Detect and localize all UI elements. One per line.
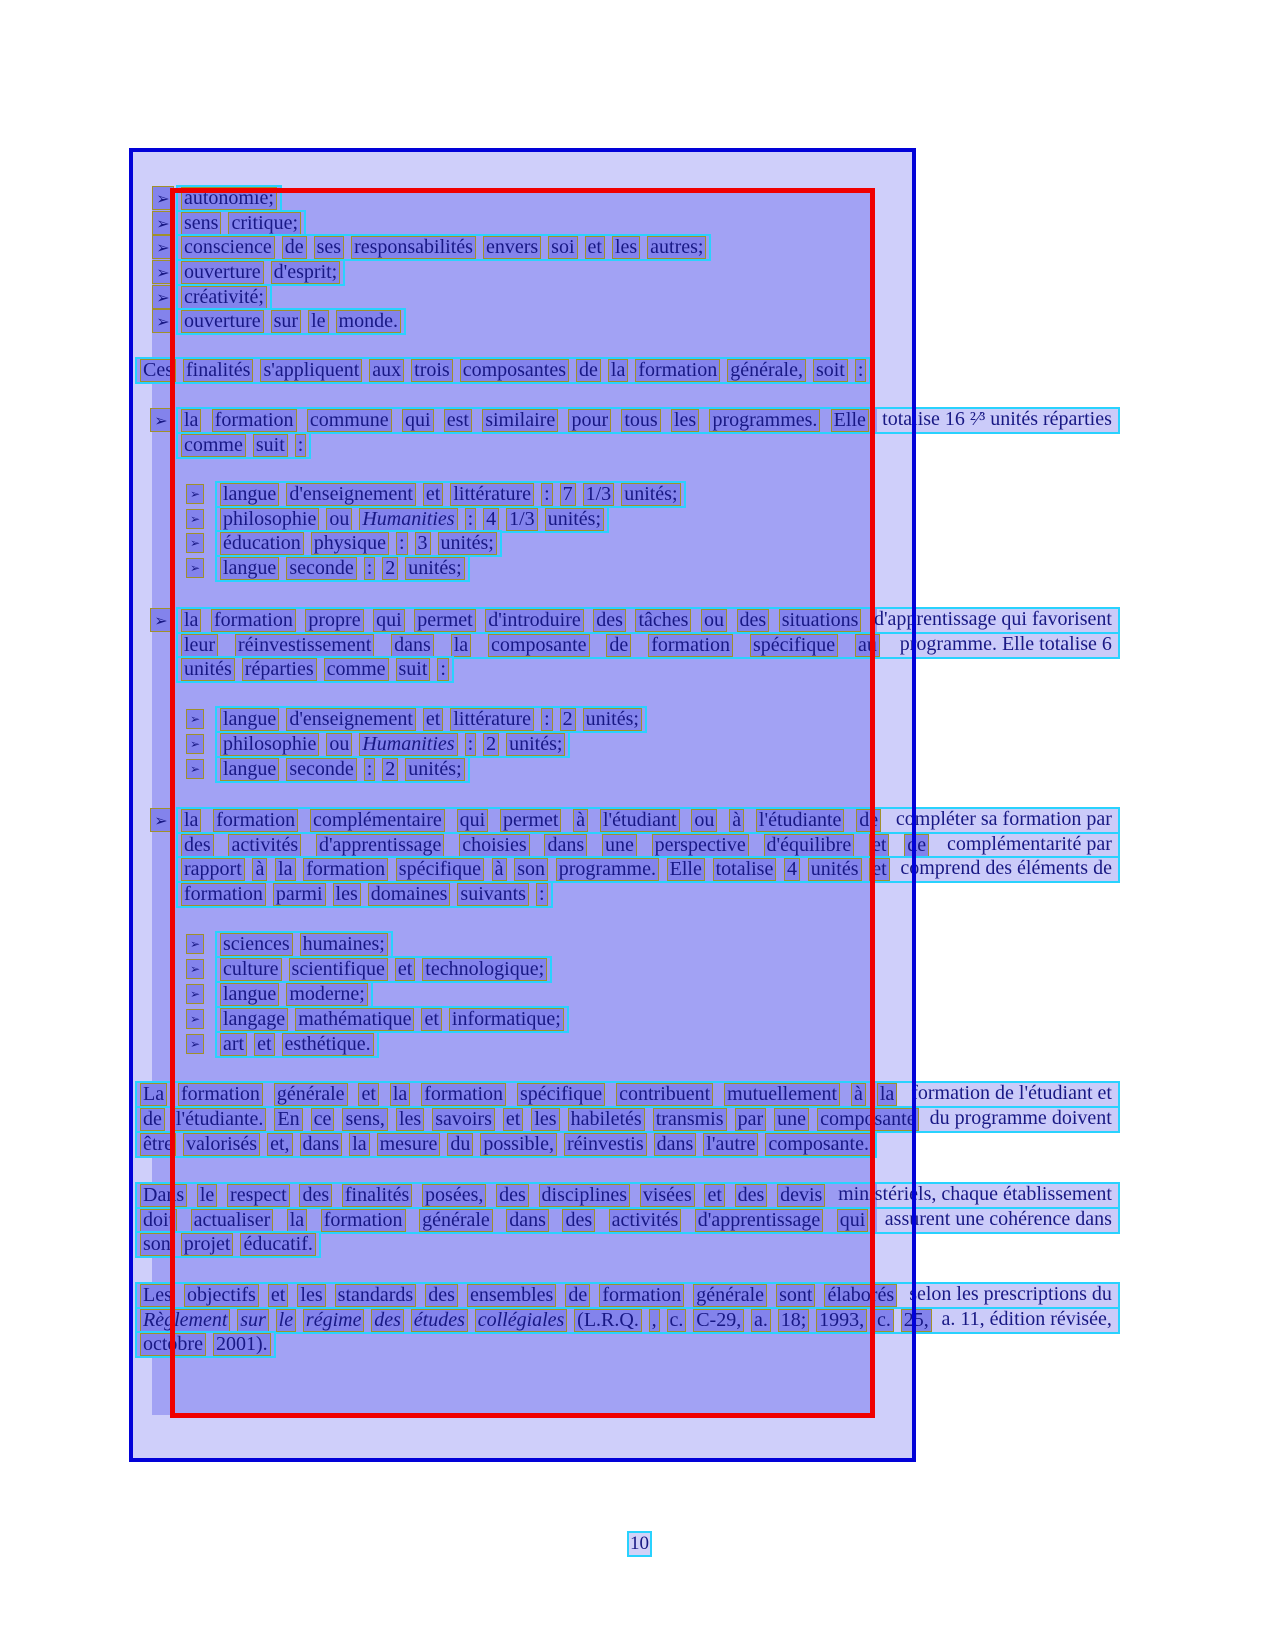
word-box: de <box>576 359 601 382</box>
word-box: et <box>268 1284 288 1307</box>
word-box: spécifique <box>517 1083 605 1106</box>
word-box: le <box>197 1184 217 1207</box>
word-box: du <box>447 1133 473 1156</box>
word-box: domaines <box>368 883 451 906</box>
word-box: langue <box>220 483 279 506</box>
word-box: unités; <box>545 508 604 531</box>
word-box: possible, <box>480 1133 557 1156</box>
arrow-bullet-icon: ➢ <box>152 309 174 333</box>
arrow-bullet-icon: ➢ <box>152 211 174 235</box>
word-box: dans <box>300 1133 343 1156</box>
word-box: ou <box>701 609 727 632</box>
arrow-bullet-icon: ➢ <box>186 984 204 1004</box>
word-box: 2001). <box>213 1333 271 1356</box>
word-box: sciences <box>220 933 293 956</box>
arrow-bullet-icon: ➢ <box>152 285 174 309</box>
word-box: de <box>140 1108 165 1131</box>
word-box: à <box>729 809 744 832</box>
word-box: générale, <box>727 359 806 382</box>
word-box: suit <box>396 658 431 681</box>
word-box: la <box>275 858 295 881</box>
word-box: des <box>737 609 770 632</box>
word-box: et <box>423 708 443 731</box>
word-box: standards <box>335 1284 417 1307</box>
word-box: unités; <box>405 758 464 781</box>
word-box: le <box>308 310 328 333</box>
word-box: envers <box>483 236 541 259</box>
word-box: et <box>585 236 605 259</box>
word-box: unités; <box>506 733 565 756</box>
word-box: La <box>140 1083 167 1106</box>
word-box: ses <box>314 236 344 259</box>
word-box: sont <box>776 1284 815 1307</box>
word-box: 1/3 <box>583 483 615 506</box>
word-box: Dans <box>140 1184 187 1207</box>
word-box: s'appliquent <box>260 359 362 382</box>
word-box: composante <box>488 634 590 657</box>
word-box: Elle <box>831 409 869 432</box>
word-box: 2 <box>483 733 499 756</box>
word-box: trois <box>411 359 453 382</box>
word-box: le <box>276 1309 296 1332</box>
word-box: d'équilibre <box>764 834 855 857</box>
word-box: , <box>649 1309 660 1332</box>
word-box: tous <box>621 409 660 432</box>
word-box: et <box>254 1033 274 1056</box>
word-box: langue <box>220 983 279 1006</box>
word-box: dans <box>654 1133 697 1156</box>
word-box: la <box>287 1209 307 1232</box>
word-box: comme <box>324 658 389 681</box>
word-box: conscience <box>181 236 275 259</box>
word-box: Règlement <box>140 1309 230 1332</box>
word-box: suit <box>253 434 288 457</box>
word-box: régime <box>303 1309 365 1332</box>
word-box: responsabilités <box>351 236 476 259</box>
word-box: générale <box>693 1284 767 1307</box>
word-box: et <box>704 1184 724 1207</box>
word-box: unités <box>181 658 235 681</box>
word-box: qui <box>402 409 434 432</box>
word-box: seconde <box>286 557 356 580</box>
word-box: autonomie; <box>181 187 277 210</box>
word-box: soit <box>813 359 848 382</box>
overflow-text-segment: a. 11, édition révisée, <box>941 1308 1112 1330</box>
word-box: disciplines <box>539 1184 631 1207</box>
arrow-bullet-icon: ➢ <box>186 709 204 729</box>
word-box: perspective <box>652 834 749 857</box>
word-box: Humanities <box>359 508 457 531</box>
word-box: la <box>390 1083 410 1106</box>
word-box: et <box>869 858 889 881</box>
word-box: formation <box>213 809 298 832</box>
word-box: dans <box>506 1209 549 1232</box>
word-box: mesure <box>377 1133 441 1156</box>
word-box: formation <box>178 1083 263 1106</box>
word-box: respect <box>227 1184 290 1207</box>
word-box: leur <box>181 634 218 657</box>
word-box: dans <box>544 834 587 857</box>
word-box: composantes <box>460 359 569 382</box>
word-box: la <box>608 359 628 382</box>
word-box: projet <box>181 1233 234 1256</box>
word-box: formation <box>635 359 720 382</box>
overflow-text-segment: formation de l'étudiant et <box>911 1082 1112 1104</box>
word-box: 25, <box>901 1309 932 1332</box>
word-box: langage <box>220 1008 288 1031</box>
word-box: dans <box>391 634 434 657</box>
word-box: totalise <box>713 858 777 881</box>
word-box: générale <box>274 1083 348 1106</box>
word-box: art <box>220 1033 247 1056</box>
word-box: technologique; <box>422 958 547 981</box>
word-box: similaire <box>482 409 558 432</box>
word-box: (L.R.Q. <box>574 1309 642 1332</box>
word-box: : <box>541 708 553 731</box>
word-box: mathématique <box>295 1008 414 1031</box>
word-box: permet <box>500 809 562 832</box>
overflow-text-segment: compléter sa formation par <box>895 808 1112 830</box>
word-box: la <box>181 809 201 832</box>
arrow-bullet-icon: ➢ <box>150 608 172 632</box>
word-box: une <box>774 1108 809 1131</box>
word-box: réinvestissement <box>235 634 374 657</box>
word-box: sur <box>271 310 301 333</box>
word-box: philosophie <box>220 508 319 531</box>
word-box: programmes. <box>709 409 820 432</box>
word-box: son <box>140 1233 174 1256</box>
word-box: activités <box>228 834 301 857</box>
word-box: En <box>274 1108 302 1131</box>
overflow-text-segment: totalise 16 ²⁄³ unités réparties <box>882 408 1112 430</box>
word-box: objectifs <box>184 1284 259 1307</box>
word-box: d'apprentissage <box>695 1209 823 1232</box>
word-box: formation <box>211 609 296 632</box>
word-box: 1993, <box>816 1309 867 1332</box>
arrow-bullet-icon: ➢ <box>186 959 204 979</box>
word-box: doit <box>140 1209 177 1232</box>
word-box: rapport <box>181 858 245 881</box>
word-box: par <box>735 1108 767 1131</box>
word-box: 4 <box>784 858 800 881</box>
word-box: composante. <box>765 1133 872 1156</box>
word-box: sur <box>237 1309 269 1332</box>
word-box: unités <box>808 858 862 881</box>
word-box: l'autre <box>703 1133 758 1156</box>
word-box: réinvestis <box>564 1133 647 1156</box>
word-box: formation <box>421 1083 506 1106</box>
word-box: c. <box>874 1309 894 1332</box>
word-box: 18; <box>778 1309 810 1332</box>
word-box: être <box>140 1133 176 1156</box>
word-box: permet <box>414 609 476 632</box>
word-box: : <box>465 733 477 756</box>
overflow-text-segment: d'apprentissage qui favorisent <box>873 608 1112 630</box>
word-box: à <box>851 1083 866 1106</box>
overflow-text-segment: ministériels, chaque établissement <box>838 1183 1112 1205</box>
word-box: d'introduire <box>485 609 583 632</box>
word-box: l'étudiante <box>756 809 844 832</box>
word-box: formation <box>303 858 388 881</box>
word-box: C-29, <box>693 1309 744 1332</box>
word-box: finalités <box>342 1184 412 1207</box>
word-box: finalités <box>183 359 253 382</box>
arrow-bullet-icon: ➢ <box>152 235 174 259</box>
word-box: sens <box>181 212 221 235</box>
arrow-bullet-icon: ➢ <box>186 1009 204 1029</box>
word-box: : <box>536 883 548 906</box>
word-box: au <box>855 634 880 657</box>
word-box: des <box>496 1184 529 1207</box>
word-box: 1/3 <box>506 508 538 531</box>
word-box: formation <box>181 883 266 906</box>
word-box: réparties <box>242 658 317 681</box>
arrow-bullet-icon: ➢ <box>150 808 172 832</box>
arrow-bullet-icon: ➢ <box>150 408 172 432</box>
word-box: : <box>855 359 867 382</box>
word-box: de <box>606 634 631 657</box>
word-box: des <box>425 1284 458 1307</box>
word-box: : <box>364 758 376 781</box>
word-box: éducation <box>220 532 304 555</box>
word-box: à <box>252 858 267 881</box>
word-box: des <box>371 1309 404 1332</box>
word-box: situations <box>779 609 862 632</box>
word-box: d'esprit; <box>271 261 341 284</box>
word-box: d'enseignement <box>286 708 416 731</box>
word-box: et <box>358 1083 378 1106</box>
word-box: habiletés <box>568 1108 645 1131</box>
word-box: d'enseignement <box>286 483 416 506</box>
overflow-text-segment: comprend des éléments de <box>900 857 1112 879</box>
word-box: octobre <box>140 1333 206 1356</box>
word-box: collégiales <box>475 1309 568 1332</box>
word-box: : <box>541 483 553 506</box>
word-box: c. <box>667 1309 687 1332</box>
arrow-bullet-icon: ➢ <box>186 759 204 779</box>
word-box: composante <box>817 1108 919 1131</box>
arrow-bullet-icon: ➢ <box>186 734 204 754</box>
arrow-bullet-icon: ➢ <box>152 260 174 284</box>
word-box: savoirs <box>432 1108 495 1131</box>
word-box: et <box>503 1108 523 1131</box>
word-box: visées <box>640 1184 695 1207</box>
arrow-bullet-icon: ➢ <box>152 186 174 210</box>
word-box: scientifique <box>289 958 388 981</box>
word-box: formation <box>212 409 297 432</box>
arrow-bullet-icon: ➢ <box>186 484 204 504</box>
word-box: Les <box>140 1284 175 1307</box>
word-box: transmis <box>653 1108 727 1131</box>
word-box: physique <box>311 532 389 555</box>
page-number: 10 <box>627 1531 652 1557</box>
arrow-bullet-icon: ➢ <box>186 509 204 529</box>
word-box: mutuellement <box>724 1083 840 1106</box>
arrow-bullet-icon: ➢ <box>186 558 204 578</box>
word-box: contribuent <box>616 1083 713 1106</box>
word-box: Humanities <box>359 733 457 756</box>
word-box: unités; <box>405 557 464 580</box>
overflow-text-segment: selon les prescriptions du <box>909 1283 1112 1305</box>
word-box: parmi <box>273 883 326 906</box>
word-box: formation <box>321 1209 406 1232</box>
word-box: choisies <box>459 834 529 857</box>
word-box: esthétique. <box>282 1033 374 1056</box>
word-box: langue <box>220 708 279 731</box>
word-box: monde. <box>336 310 401 333</box>
arrow-bullet-icon: ➢ <box>186 1034 204 1054</box>
word-box: : <box>364 557 376 580</box>
word-box: est <box>444 409 472 432</box>
word-box: : <box>437 658 449 681</box>
word-box: études <box>411 1309 468 1332</box>
word-box: suivants <box>457 883 529 906</box>
word-box: ce <box>311 1108 335 1131</box>
word-box: des <box>562 1209 595 1232</box>
word-box: pour <box>568 409 611 432</box>
word-box: culture <box>220 958 282 981</box>
word-box: activités <box>609 1209 682 1232</box>
word-box: les <box>396 1108 424 1131</box>
word-box: les <box>671 409 699 432</box>
word-box: devis <box>777 1184 825 1207</box>
arrow-bullet-icon: ➢ <box>186 934 204 954</box>
word-box: et <box>421 1008 441 1031</box>
word-box: Elle <box>667 858 705 881</box>
word-box: ouverture <box>181 261 264 284</box>
word-box: commune <box>307 409 392 432</box>
word-box: ou <box>691 809 717 832</box>
word-box: formation <box>648 634 733 657</box>
overflow-text-segment: complémentarité par <box>946 833 1112 855</box>
word-box: 2 <box>382 557 398 580</box>
word-box: et, <box>267 1133 292 1156</box>
word-box: a. <box>751 1309 771 1332</box>
word-box: spécifique <box>750 634 838 657</box>
word-box: qui <box>373 609 405 632</box>
word-box: philosophie <box>220 733 319 756</box>
word-box: les <box>531 1108 559 1131</box>
word-box: et <box>395 958 415 981</box>
word-box: littérature <box>450 483 534 506</box>
word-box: éducatif. <box>240 1233 315 1256</box>
word-box: informatique; <box>449 1008 564 1031</box>
word-box: littérature <box>450 708 534 731</box>
word-box: complémentaire <box>310 809 445 832</box>
word-box: critique; <box>228 212 301 235</box>
word-box: des <box>593 609 626 632</box>
word-box: les <box>612 236 640 259</box>
word-box: la <box>181 409 201 432</box>
word-box: ou <box>326 508 352 531</box>
word-box: langue <box>220 758 279 781</box>
word-box: à <box>492 858 507 881</box>
word-box: des <box>735 1184 768 1207</box>
word-box: élaborés <box>824 1284 897 1307</box>
word-box: Ces <box>140 359 176 382</box>
overflow-text-segment: du programme doivent <box>929 1107 1112 1129</box>
word-box: sens, <box>342 1108 387 1131</box>
word-box: créativité; <box>181 286 267 309</box>
word-box: soi <box>548 236 577 259</box>
word-box: : <box>295 434 307 457</box>
word-box: des <box>181 834 214 857</box>
word-box: les <box>333 883 361 906</box>
word-box: la <box>451 634 471 657</box>
word-box: la <box>349 1133 369 1156</box>
word-box: unités; <box>583 708 642 731</box>
word-box: et <box>869 834 889 857</box>
word-box: programme. <box>556 858 659 881</box>
word-box: formation <box>599 1284 684 1307</box>
word-box: posées, <box>422 1184 486 1207</box>
word-box: unités; <box>438 532 497 555</box>
word-box: propre <box>305 609 363 632</box>
word-box: unités; <box>621 483 680 506</box>
overflow-text-segment: assurent une cohérence dans <box>884 1208 1112 1230</box>
overflow-text-segment: programme. Elle totalise 6 <box>899 633 1112 655</box>
word-box: 3 <box>415 532 431 555</box>
word-box: tâches <box>635 609 691 632</box>
word-box: générale <box>419 1209 493 1232</box>
word-box: : <box>396 532 408 555</box>
word-box: aux <box>369 359 404 382</box>
word-box: et <box>423 483 443 506</box>
word-box: l'étudiant <box>600 809 680 832</box>
word-box: 2 <box>382 758 398 781</box>
word-box: autres; <box>647 236 706 259</box>
word-box: la <box>877 1083 897 1106</box>
word-box: 2 <box>560 708 576 731</box>
word-box: de <box>904 834 929 857</box>
word-box: : <box>465 508 477 531</box>
word-box: de <box>565 1284 590 1307</box>
word-box: qui <box>837 1209 869 1232</box>
word-box: langue <box>220 557 279 580</box>
word-box: des <box>299 1184 332 1207</box>
word-box: une <box>602 834 637 857</box>
word-box: les <box>297 1284 325 1307</box>
word-box: à <box>573 809 588 832</box>
word-box: seconde <box>286 758 356 781</box>
word-box: ouverture <box>181 310 264 333</box>
word-box: moderne; <box>286 983 368 1006</box>
word-box: d'apprentissage <box>316 834 444 857</box>
arrow-bullet-icon: ➢ <box>186 533 204 553</box>
word-box: qui <box>457 809 489 832</box>
word-box: comme <box>181 434 246 457</box>
word-box: valorisés <box>183 1133 260 1156</box>
word-box: 7 <box>560 483 576 506</box>
word-box: l'étudiante. <box>173 1108 266 1131</box>
word-box: ou <box>326 733 352 756</box>
word-box: de <box>282 236 307 259</box>
word-box: actualiser <box>191 1209 274 1232</box>
word-box: 4 <box>483 508 499 531</box>
word-box: de <box>856 809 881 832</box>
word-box: ensembles <box>467 1284 556 1307</box>
page-border <box>129 148 916 1462</box>
word-box: la <box>181 609 201 632</box>
word-box: humaines; <box>300 933 388 956</box>
word-box: son <box>514 858 548 881</box>
word-box: spécifique <box>396 858 484 881</box>
